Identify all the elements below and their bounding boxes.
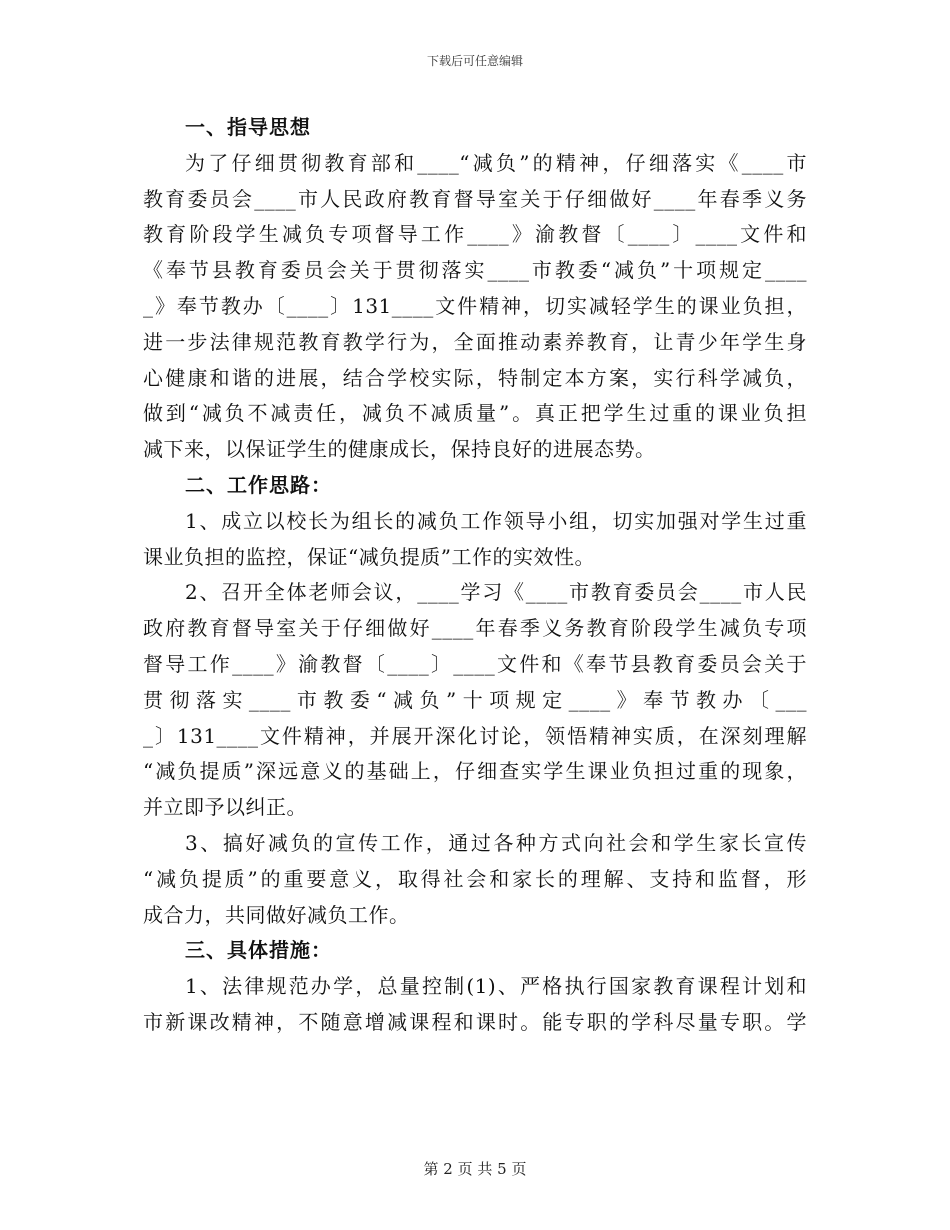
- paragraph-line: 成合力，共同做好减负工作。: [143, 902, 410, 927]
- paragraph-line: 2、召开全体老师会议，____学习《____市教育委员会____市人民: [185, 580, 807, 605]
- paragraph-line: 为了仔细贯彻教育部和____“减负”的精神，仔细落实《____市: [185, 150, 807, 175]
- paragraph-line: 教育阶段学生减负专项督导工作____》渝教督〔____〕____文件和: [143, 222, 807, 247]
- paragraph-line: 并立即予以纠正。: [143, 795, 307, 820]
- paragraph-line: 3、搞好减负的宣传工作，通过各种方式向社会和学生家长宣传: [185, 830, 807, 855]
- paragraph-line: “减负提质”的重要意义，取得社会和家长的理解、支持和监督，形: [143, 866, 807, 891]
- paragraph-line: 督导工作____》渝教督〔____〕____文件和《奉节县教育委员会关于: [143, 651, 807, 676]
- paragraph-line: “减负提质”深远意义的基础上，仔细查实学生课业负担过重的现象，: [143, 759, 807, 784]
- paragraph-line: 心健康和谐的进展，结合学校实际，特制定本方案，实行科学减负，: [143, 365, 807, 390]
- section-heading-work-approach: 二、工作思路：: [185, 472, 332, 497]
- paragraph-line: _〕131____文件精神，并展开深化讨论，领悟精神实质，在深刻理解: [143, 723, 807, 748]
- page-number-footer: 第 2 页 共 5 页: [423, 1160, 527, 1178]
- paragraph-line: 减下来，以保证学生的健康成长，保持良好的进展态势。: [143, 437, 656, 462]
- paragraph-line: 《奉节县教育委员会关于贯彻落实____市教委“减负”十项规定____: [143, 258, 807, 283]
- paragraph-line: 进一步法律规范教育教学行为，全面推动素养教育，让青少年学生身: [143, 329, 807, 354]
- document-body: [143, 110, 807, 1041]
- paragraph-line: 教育委员会____市人民政府教育督导室关于仔细做好____年春季义务: [143, 186, 807, 211]
- paragraph-line: 1、成立以校长为组长的减负工作领导小组，切实加强对学生过重: [185, 508, 807, 533]
- paragraph-line: 课业负担的监控，保证“减负提质”工作的实效性。: [143, 544, 595, 569]
- paragraph-line: 政府教育督导室关于仔细做好____年春季义务教育阶段学生减负专项: [143, 616, 807, 641]
- section-heading-guiding-ideology: 一、指导思想: [185, 115, 311, 139]
- section-heading-specific-measures: 三、具体措施：: [185, 938, 332, 963]
- paragraph-line: 贯彻落实____市教委“减负”十项规定____》奉节教办〔___: [143, 687, 807, 712]
- paragraph-line: 市新课改精神，不随意增减课程和课时。能专职的学科尽量专职。学: [143, 1009, 807, 1034]
- paragraph-line: 1、法律规范办学，总量控制(1)、严格执行国家教育课程计划和: [185, 974, 807, 999]
- paragraph-line: 做到“减负不减责任，减负不减质量”。真正把学生过重的课业负担: [143, 401, 807, 426]
- paragraph-line: _》奉节教办〔____〕131____文件精神，切实减轻学生的课业负担，: [143, 293, 807, 318]
- page-header-note: 下载后可任意编辑: [426, 54, 523, 68]
